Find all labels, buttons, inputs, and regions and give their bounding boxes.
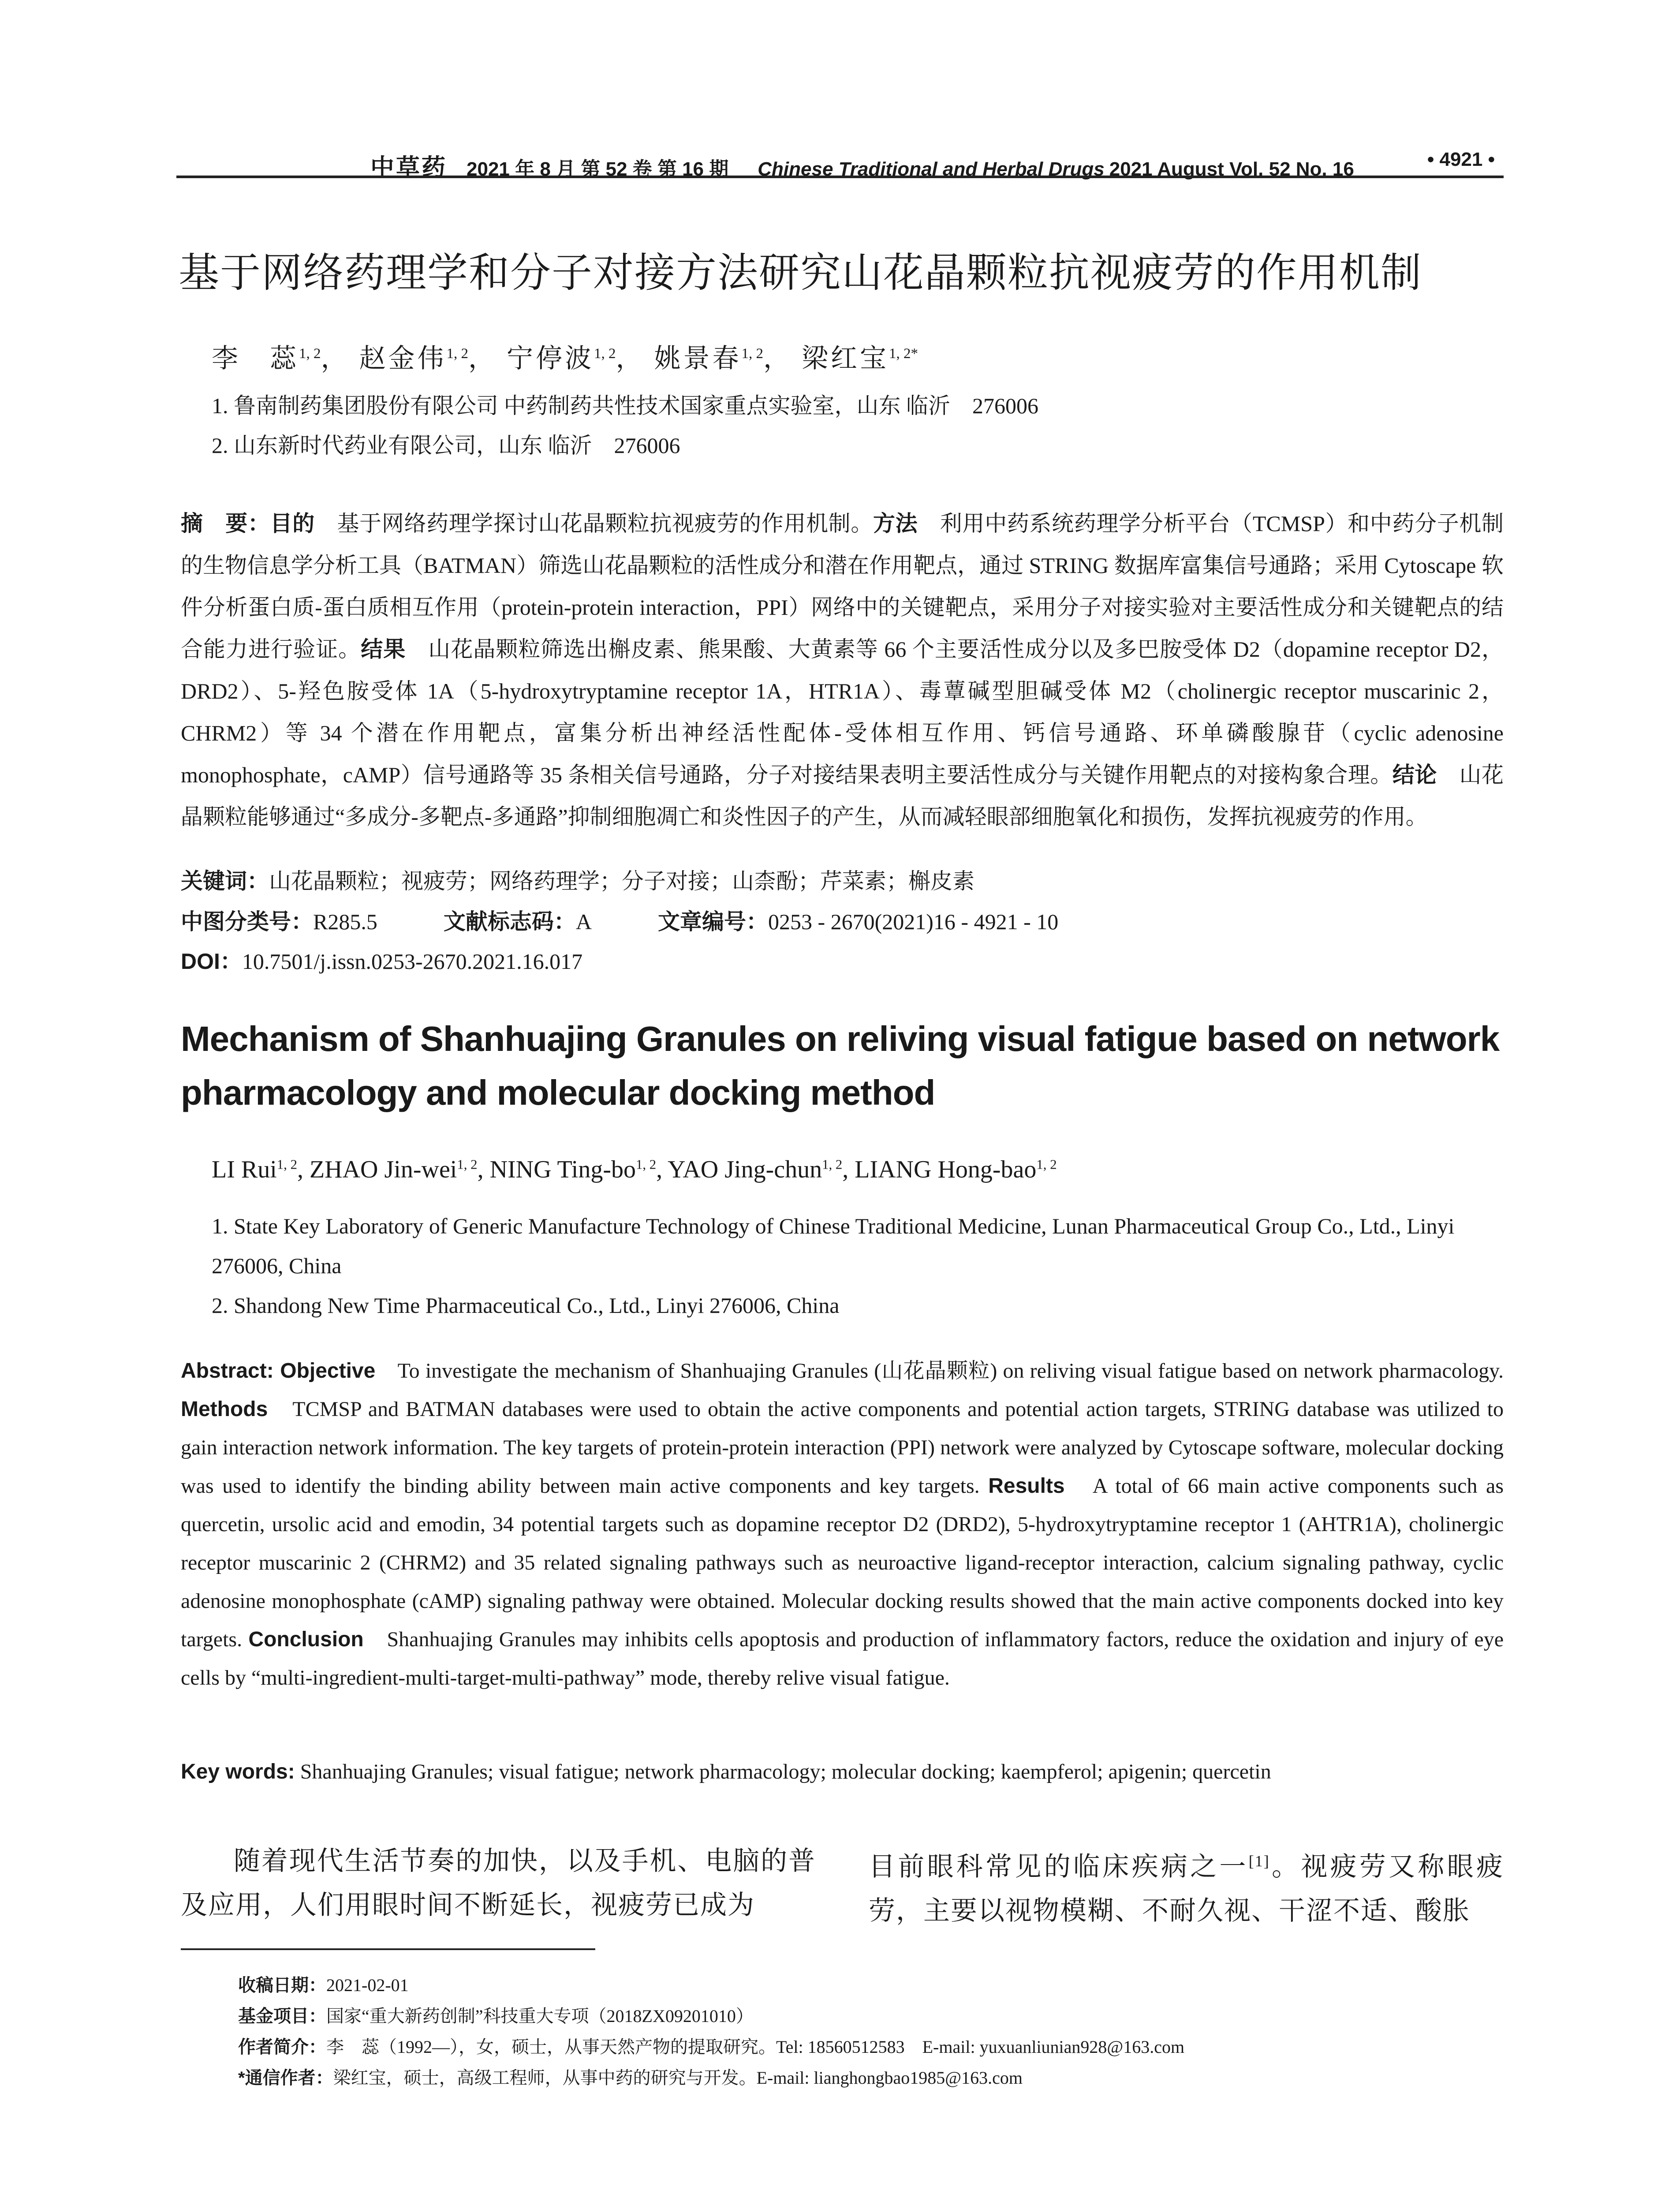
author-cn: 姚景春$^{1, 2}$， [654,344,792,373]
header-rule [176,176,1504,178]
affiliation-en-1: 1. State Key Laboratory of Generic Manufacture Technology of Chinese Traditional Medicine, Lunan Pharmaceutical Group Co., Ltd., Linyi 276006, China [212,1214,1455,1278]
conclusion-label-en: Conclusion [248,1628,364,1651]
methods-en: TCMSP and BATMAN databases were used to obtain the active components and potential action targets, STRING database was utilized to gain interaction network information. The key targets of protein-protein interaction (PPI) network were analyzed by Cytoscape software, molecular docking was used to identify the binding ability between main active components and key targets. [181,1398,1504,1498]
keywords-cn-text: 山花晶颗粒；视疲劳；网络药理学；分子对接；山柰酚；芹菜素；槲皮素 [269,869,974,893]
body-column-right: 目前眼科常见的临床疾病之一[1]。视疲劳又称眼疲劳，主要以视物模糊、不耐久视、干涩不适、酸胀 [869,1852,1504,1925]
footnote-author-bio: 作者简介：李 蕊（1992—），女，硕士，从事天然产物的提取研究。Tel: 18560512583 E-mail: yuxuanliunian928@163.com [238,2037,1185,2057]
objective-en: To investigate the mechanism of Shanhuajing Granules (山花晶颗粒) on reliving visual fatigue based on network pharmacology. [375,1359,1504,1383]
doi-label: DOI： [181,949,242,974]
methods-cn: 利用中药系统药理学分析平台（TCMSP）和中药分子机制的生物信息学分析工具（BATMAN）筛选山花晶颗粒的活性成分和潜在作用靶点，通过 STRING 数据库富集信号通路；采用 Cytoscape 软件分析蛋白质-蛋白质相互作用（protein-protein interaction，PPI）网络中的关键靶点，采用分子对接实验对主要活性成分和关键靶点的结合能力进行验证。 [181,511,1504,662]
doi-value: 10.7501/j.issn.0253-2670.2021.16.017 [242,949,583,974]
doc-code: A [575,909,592,934]
author-cn: 李 蕊$^{1, 2}$， [212,344,350,373]
results-label-cn: 结果 [361,637,406,662]
classification-line [181,904,1058,936]
conclusion-cn: 山花晶颗粒能够通过“多成分-多靶点-多通路”抑制细胞凋亡和炎性因子的产生，从而减轻眼部细胞氧化和损伤，发挥抗视疲劳的作用。 [181,762,1504,829]
journal-name-cn: 中草药 [370,153,447,181]
objective-label-cn: 目的 [270,511,315,536]
author-en: ZHAO Jin-wei$^{1, 2}$, [309,1156,490,1183]
footnote-corresponding: *通信作者：梁红宝，硕士，高级工程师，从事中药的研究与开发。E-mail: lianghongbao1985@163.com [238,2068,1023,2088]
article-number-label: 文章编号： [657,909,768,934]
keywords-cn-label: 关键词： [181,869,269,893]
author-cn: 赵金伟$^{1, 2}$， [359,344,497,373]
abstract-cn [181,503,1504,838]
objective-cn: 基于网络药理学探讨山花晶颗粒抗视疲劳的作用机制。 [314,511,873,536]
conclusion-en: Shanhuajing Granules may inhibits cells apoptosis and production of inflammatory factors, reduce the oxidation and injury of eye cells by “multi-ingredient-multi-target-multi-pathway” mode, thereby relive visual fatigue. [181,1628,1504,1689]
footnote-rule [181,1948,595,1950]
authors-cn [212,337,918,375]
affiliation-cn-1: 1. 鲁南制药集团股份有限公司 中药制药共性技术国家重点实验室，山东 临沂 276006 [212,393,1038,418]
results-cn: 山花晶颗粒筛选出槲皮素、熊果酸、大黄素等 66 个主要活性成分以及多巴胺受体 D2（dopamine receptor D2，DRD2）、5-羟色胺受体 1A（5-hydroxytryptamine receptor 1A，HTR1A）、毒蕈碱型胆碱受体 M2（cholinergic receptor muscarinic 2，CHRM2）等 34 个潜在作用靶点，富集分析出神经活性配体-受体相互作用、钙信号通路、环单磷酸腺苷（cyclic adenosine monophosphate，cAMP）信号通路等 35 条相关信号通路，分子对接结果表明主要活性成分与关键作用靶点的对接构象合理。 [181,637,1504,787]
affiliation-en-2: 2. Shandong New Time Pharmaceutical Co., Ltd., Linyi 276006, China [212,1293,840,1318]
abstract-en [181,1352,1504,1697]
abstract-en-label: Abstract: Objective [181,1359,376,1383]
title-en: Mechanism of Shanhuajing Granules on reliving visual fatigue based on network pharmacology and molecular docking method [181,1019,1500,1112]
results-en: A total of 66 main active components such as quercetin, ursolic acid and emodin, 34 potential targets such as dopamine receptor D2 (DRD2), 5-hydroxytryptamine receptor 1 (AHTR1A), cholinergic receptor muscarinic 2 (CHRM2) and 35 related signaling pathways such as neuroactive ligand-receptor interaction, calcium signaling pathway, cyclic adenosine monophosphate (cAMP) signaling pathway were obtained. Molecular docking results showed that the main active components docked into key targets. [181,1474,1504,1651]
article-number: 0253 - 2670(2021)16 - 4921 - 10 [768,909,1059,934]
author-en: LIANG Hong-bao$^{1, 2}$ [855,1156,1057,1183]
author-cn: 宁停波$^{1, 2}$， [507,344,645,373]
keywords-cn [181,863,974,895]
author-en: YAO Jing-chun$^{1, 2}$, [668,1156,855,1183]
doc-code-label: 文献标志码： [443,909,576,934]
conclusion-label-cn: 结论 [1392,762,1437,787]
clc-label: 中图分类号： [181,909,313,934]
methods-label-en: Methods [181,1398,268,1421]
issue-info-en: 2021 August Vol. 52 No. 16 [1109,158,1354,180]
author-en: NING Ting-bo$^{1, 2}$, [489,1156,668,1183]
author-cn: 梁红宝$^{1, 2*}$ [802,344,918,373]
clc-code: R285.5 [313,909,377,934]
issue-info-cn: 2021 年 8 月 第 52 卷 第 16 期 [467,158,729,180]
footnote-funding: 基金项目：国家“重大新药创制”科技重大专项（2018ZX09201010） [238,2006,754,2026]
keywords-en-text: Shanhuajing Granules; visual fatigue; network pharmacology; molecular docking; kaempferol; apigenin; quercetin [295,1760,1271,1783]
citation-ref: [1] [1248,1852,1270,1870]
keywords-en [181,1760,1271,1784]
keywords-en-label: Key words: [181,1760,295,1783]
results-label-en: Results [988,1474,1065,1498]
title-cn: 基于网络药理学和分子对接方法研究山花晶颗粒抗视疲劳的作用机制 [179,250,1422,295]
authors-en [212,1155,1057,1184]
affiliation-cn-2: 2. 山东新时代药业有限公司，山东 临沂 276006 [212,433,680,458]
doi-line [181,944,582,975]
abstract-cn-label: 摘 要： [181,511,270,536]
journal-name-en: Chinese Traditional and Herbal Drugs [758,158,1105,180]
body-column-left: 随着现代生活节奏的加快，以及手机、电脑的普及应用，人们用眼时间不断延长，视疲劳已成为 [181,1846,816,1920]
author-en: LI Rui$^{1, 2}$, [212,1156,310,1183]
footnote-received: 收稿日期：2021-02-01 [238,1975,409,1995]
page-number: • 4921 • [1427,149,1495,170]
methods-label-cn: 方法 [873,511,918,536]
